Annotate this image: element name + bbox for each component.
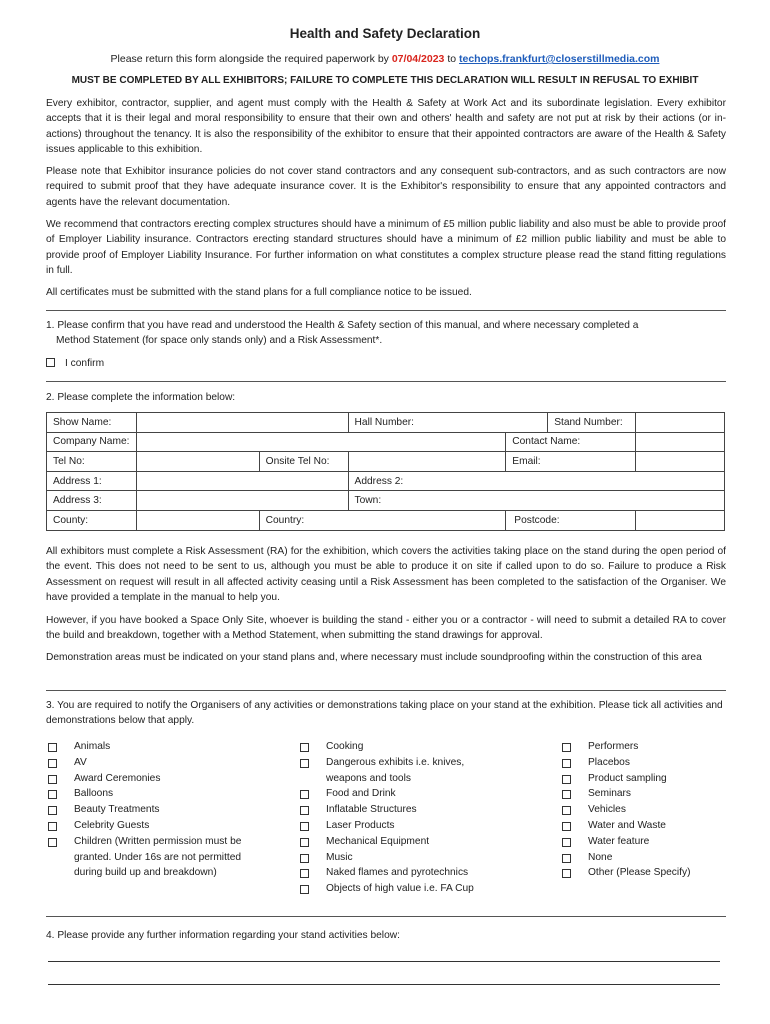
activity-option[interactable] bbox=[560, 771, 730, 787]
activity-label: Seminars bbox=[588, 788, 632, 800]
county-field[interactable] bbox=[136, 510, 259, 530]
onsite-tel-field[interactable] bbox=[348, 452, 506, 472]
activity-option[interactable] bbox=[298, 881, 498, 897]
show-name-label: Show Name: bbox=[47, 413, 137, 433]
activity-label: Performers bbox=[588, 741, 639, 752]
activity-option[interactable] bbox=[298, 850, 498, 866]
activity-checkbox[interactable] bbox=[300, 759, 309, 768]
activity-checkbox[interactable] bbox=[562, 743, 571, 752]
answer-line[interactable] bbox=[48, 984, 720, 985]
divider bbox=[46, 310, 726, 311]
activity-checkbox[interactable] bbox=[300, 806, 309, 815]
activity-option[interactable] bbox=[298, 755, 498, 787]
activity-list-col2 bbox=[298, 739, 498, 897]
intro-paragraph-2: Please note that Exhibitor insurance policies do not cover stand contractors and any consequent sub-contractors, and as such contractors are now required to submit proof that they have adequate insurance cover. It is the Exhibitor's responsibility to ensure that any appointed contractors and agents have the relevant documentation. bbox=[46, 166, 726, 208]
activity-list-col3 bbox=[560, 739, 730, 881]
risk-paragraph-1: All exhibitors must complete a Risk Assessment (RA) for the exhibition, which covers the activities taking place on the stand during the open period of the event. This does not need to be sent to us, although you must be able to produce it on site if called upon to do so. Failure to produce a Risk Assessment on request will result in all affected activity ceasing until a Risk Assessment has been completed to the satisfaction of the Organiser. We have provided a template in the manual to help you. bbox=[46, 546, 726, 604]
email-label: Email: bbox=[506, 452, 636, 472]
activity-checkbox[interactable] bbox=[48, 838, 57, 847]
activity-label: Placebos bbox=[588, 756, 630, 768]
activity-option[interactable] bbox=[46, 786, 261, 802]
activity-checkbox[interactable] bbox=[562, 775, 571, 784]
confirm-label: I confirm bbox=[65, 358, 105, 369]
activity-checkbox[interactable] bbox=[48, 759, 57, 768]
activity-option[interactable] bbox=[46, 739, 261, 755]
intro-paragraph-3: We recommend that contractors erecting complex structures should have a minimum of £5 million public liability and also must be able to provide proof of Employer Liability insurance. Contractors erecting standard structures should have a minimum of £2 million public liability and must be able to provide proof of Employer Liability Insurance. For further information on what constitutes a complex structure please read the stand fitting regulations in full. bbox=[46, 219, 726, 277]
activity-label: Vehicles bbox=[588, 804, 626, 816]
confirm-checkbox[interactable] bbox=[46, 358, 55, 367]
section2-question: 2. Please complete the information below: bbox=[46, 392, 236, 403]
activity-option[interactable] bbox=[560, 802, 730, 818]
activity-label: Naked flames and pyrotechnics bbox=[326, 867, 469, 879]
county-label: County: bbox=[47, 510, 137, 530]
return-email-link[interactable]: techops.frankfurt@closerstillmedia.com bbox=[459, 53, 660, 65]
activity-option[interactable] bbox=[46, 755, 261, 771]
activity-option[interactable] bbox=[46, 802, 261, 818]
table-row bbox=[47, 491, 725, 511]
town-label: Town: bbox=[348, 491, 724, 511]
return-mid: to bbox=[444, 53, 459, 65]
activity-label: Mechanical Equipment bbox=[326, 835, 430, 847]
activity-checkbox[interactable] bbox=[300, 790, 309, 799]
activity-option[interactable] bbox=[298, 865, 498, 881]
activity-option[interactable] bbox=[560, 739, 730, 755]
section4-question: 4. Please provide any further information regarding your stand activities below: bbox=[46, 930, 400, 941]
activity-label: Dangerous exhibits i.e. knives, weapons and tools bbox=[326, 756, 465, 784]
stand-number-label: Stand Number: bbox=[548, 413, 636, 433]
exhibitor-info-table bbox=[46, 412, 725, 531]
activity-checkbox[interactable] bbox=[300, 822, 309, 831]
risk-paragraph-3: Demonstration areas must be indicated on your stand plans and, where necessary must include soundproofing within the construction of this area bbox=[46, 652, 702, 663]
return-date: 07/04/2023 bbox=[391, 53, 445, 65]
activity-checkbox[interactable] bbox=[48, 775, 57, 784]
postcode-label: Postcode: bbox=[506, 510, 636, 530]
activity-checkbox[interactable] bbox=[48, 743, 57, 752]
activity-label: Cooking bbox=[326, 741, 364, 752]
activity-checkbox[interactable] bbox=[300, 854, 309, 863]
activity-option[interactable] bbox=[46, 818, 261, 834]
activity-label: Balloons bbox=[74, 788, 114, 800]
activity-label: Animals bbox=[74, 741, 111, 752]
activity-option[interactable] bbox=[46, 834, 261, 881]
activity-label: Food and Drink bbox=[326, 788, 396, 800]
activity-checkbox[interactable] bbox=[300, 869, 309, 878]
activity-checkbox[interactable] bbox=[48, 790, 57, 799]
activity-label: Water feature bbox=[588, 835, 650, 847]
activity-checkbox[interactable] bbox=[562, 838, 571, 847]
postcode-field[interactable] bbox=[636, 510, 725, 530]
activity-list-col1 bbox=[46, 739, 261, 881]
address1-label: Address 1: bbox=[47, 471, 137, 491]
activity-label: Water and Waste bbox=[588, 819, 666, 831]
company-name-label: Company Name: bbox=[47, 432, 137, 452]
warning-notice: MUST BE COMPLETED BY ALL EXHIBITORS; FAILURE TO COMPLETE THIS DECLARATION WILL RESULT IN REFUSAL TO EXHIBIT bbox=[71, 75, 699, 86]
contact-name-label: Contact Name: bbox=[506, 432, 636, 452]
tel-no-field[interactable] bbox=[136, 452, 259, 472]
answer-line[interactable] bbox=[48, 961, 720, 962]
activity-checkbox[interactable] bbox=[562, 759, 571, 768]
address1-field[interactable] bbox=[136, 471, 348, 491]
activity-label: Other (Please Specify) bbox=[588, 867, 691, 879]
address3-field[interactable] bbox=[136, 491, 348, 511]
section1-question bbox=[46, 318, 726, 349]
section1-question-line2: Method Statement (for space only stands only) and a Risk Assessment*. bbox=[56, 335, 383, 347]
return-prefix: Please return this form alongside the required paperwork by bbox=[110, 53, 392, 65]
activity-option[interactable] bbox=[560, 786, 730, 802]
activity-label: Objects of high value i.e. FA Cup bbox=[326, 883, 474, 895]
activity-checkbox[interactable] bbox=[300, 743, 309, 752]
divider bbox=[46, 690, 726, 691]
activity-option[interactable] bbox=[298, 802, 498, 818]
activity-label: Award Ceremonies bbox=[74, 772, 161, 784]
activity-option[interactable] bbox=[560, 755, 730, 771]
confirm-checkbox-row[interactable] bbox=[46, 356, 726, 371]
table-row bbox=[47, 432, 725, 452]
section3-question: 3. You are required to notify the Organisers of any activities or demonstrations taking place on your stand at the exhibition. Please tick all activities and demonstrations below that apply. bbox=[46, 700, 723, 727]
risk-paragraph-2: However, if you have booked a Space Only Site, whoever is building the stand - either you or a contractor - will need to submit a detailed RA to cover the build and breakdown, together with a Method Statement, when submitting the stand drawings for approval. bbox=[46, 615, 726, 642]
country-label: Country: bbox=[259, 510, 506, 530]
tel-no-label: Tel No: bbox=[47, 452, 137, 472]
activity-checkbox[interactable] bbox=[562, 806, 571, 815]
return-instruction bbox=[0, 53, 770, 65]
activity-option[interactable] bbox=[298, 739, 498, 755]
intro-paragraph-4: All certificates must be submitted with the stand plans for a full compliance notice to be issued. bbox=[46, 287, 472, 298]
hall-number-label: Hall Number: bbox=[348, 413, 548, 433]
activity-label: Celebrity Guests bbox=[74, 819, 150, 831]
activity-checkbox[interactable] bbox=[48, 822, 57, 831]
table-row bbox=[47, 471, 725, 491]
activity-option[interactable] bbox=[560, 818, 730, 834]
activity-checkbox[interactable] bbox=[562, 869, 571, 878]
activity-label: Music bbox=[326, 851, 353, 863]
company-name-field[interactable] bbox=[136, 432, 505, 452]
activity-label: Product sampling bbox=[588, 772, 667, 784]
activity-option[interactable] bbox=[560, 850, 730, 866]
activity-label: None bbox=[588, 851, 613, 863]
activity-label: Laser Products bbox=[326, 819, 395, 831]
onsite-tel-label: Onsite Tel No: bbox=[259, 452, 348, 472]
activity-option[interactable] bbox=[46, 771, 261, 787]
activity-option[interactable] bbox=[560, 834, 730, 850]
activity-option[interactable] bbox=[298, 786, 498, 802]
show-name-field[interactable] bbox=[136, 413, 348, 433]
activity-checkbox[interactable] bbox=[562, 854, 571, 863]
stand-number-field[interactable] bbox=[636, 413, 725, 433]
contact-name-field[interactable] bbox=[636, 432, 725, 452]
table-row bbox=[47, 510, 725, 530]
address3-label: Address 3: bbox=[47, 491, 137, 511]
activity-label: Children (Written permission must be granted. Under 16s are not permitted during build up and breakdown) bbox=[74, 835, 242, 879]
table-row bbox=[47, 413, 725, 433]
activity-checkbox[interactable] bbox=[562, 822, 571, 831]
activity-checkbox[interactable] bbox=[300, 885, 309, 894]
activity-label: Beauty Treatments bbox=[74, 804, 160, 816]
table-row bbox=[47, 452, 725, 472]
activity-label: Inflatable Structures bbox=[326, 804, 417, 816]
activity-checkbox[interactable] bbox=[300, 838, 309, 847]
address2-label: Address 2: bbox=[348, 471, 724, 491]
divider bbox=[46, 916, 726, 917]
activity-checkbox[interactable] bbox=[48, 806, 57, 815]
email-field[interactable] bbox=[636, 452, 725, 472]
activity-option[interactable] bbox=[298, 834, 498, 850]
section1-question-line1: 1. Please confirm that you have read and understood the Health & Safety section of this manual, and where necessary completed a bbox=[46, 320, 639, 331]
page-title: Health and Safety Declaration bbox=[289, 26, 481, 41]
divider bbox=[46, 381, 726, 382]
activity-label: AV bbox=[74, 756, 87, 768]
activity-option[interactable] bbox=[298, 818, 498, 834]
activity-option[interactable] bbox=[560, 865, 730, 881]
activity-checkbox[interactable] bbox=[562, 790, 571, 799]
intro-paragraph-1: Every exhibitor, contractor, supplier, and agent must comply with the Health & Safety at Work Act and its subordinate legislation. Every exhibitor accepts that it is their legal and moral responsibility to ensure that their own and others' health and safety are not put at risk by their actions (or in-actions) throughout the tenancy. It is also the responsibility of the exhibitor to ensure that their appointed contractors are aware of the Health & Safety issues applicable to this exhibition. bbox=[46, 98, 726, 156]
